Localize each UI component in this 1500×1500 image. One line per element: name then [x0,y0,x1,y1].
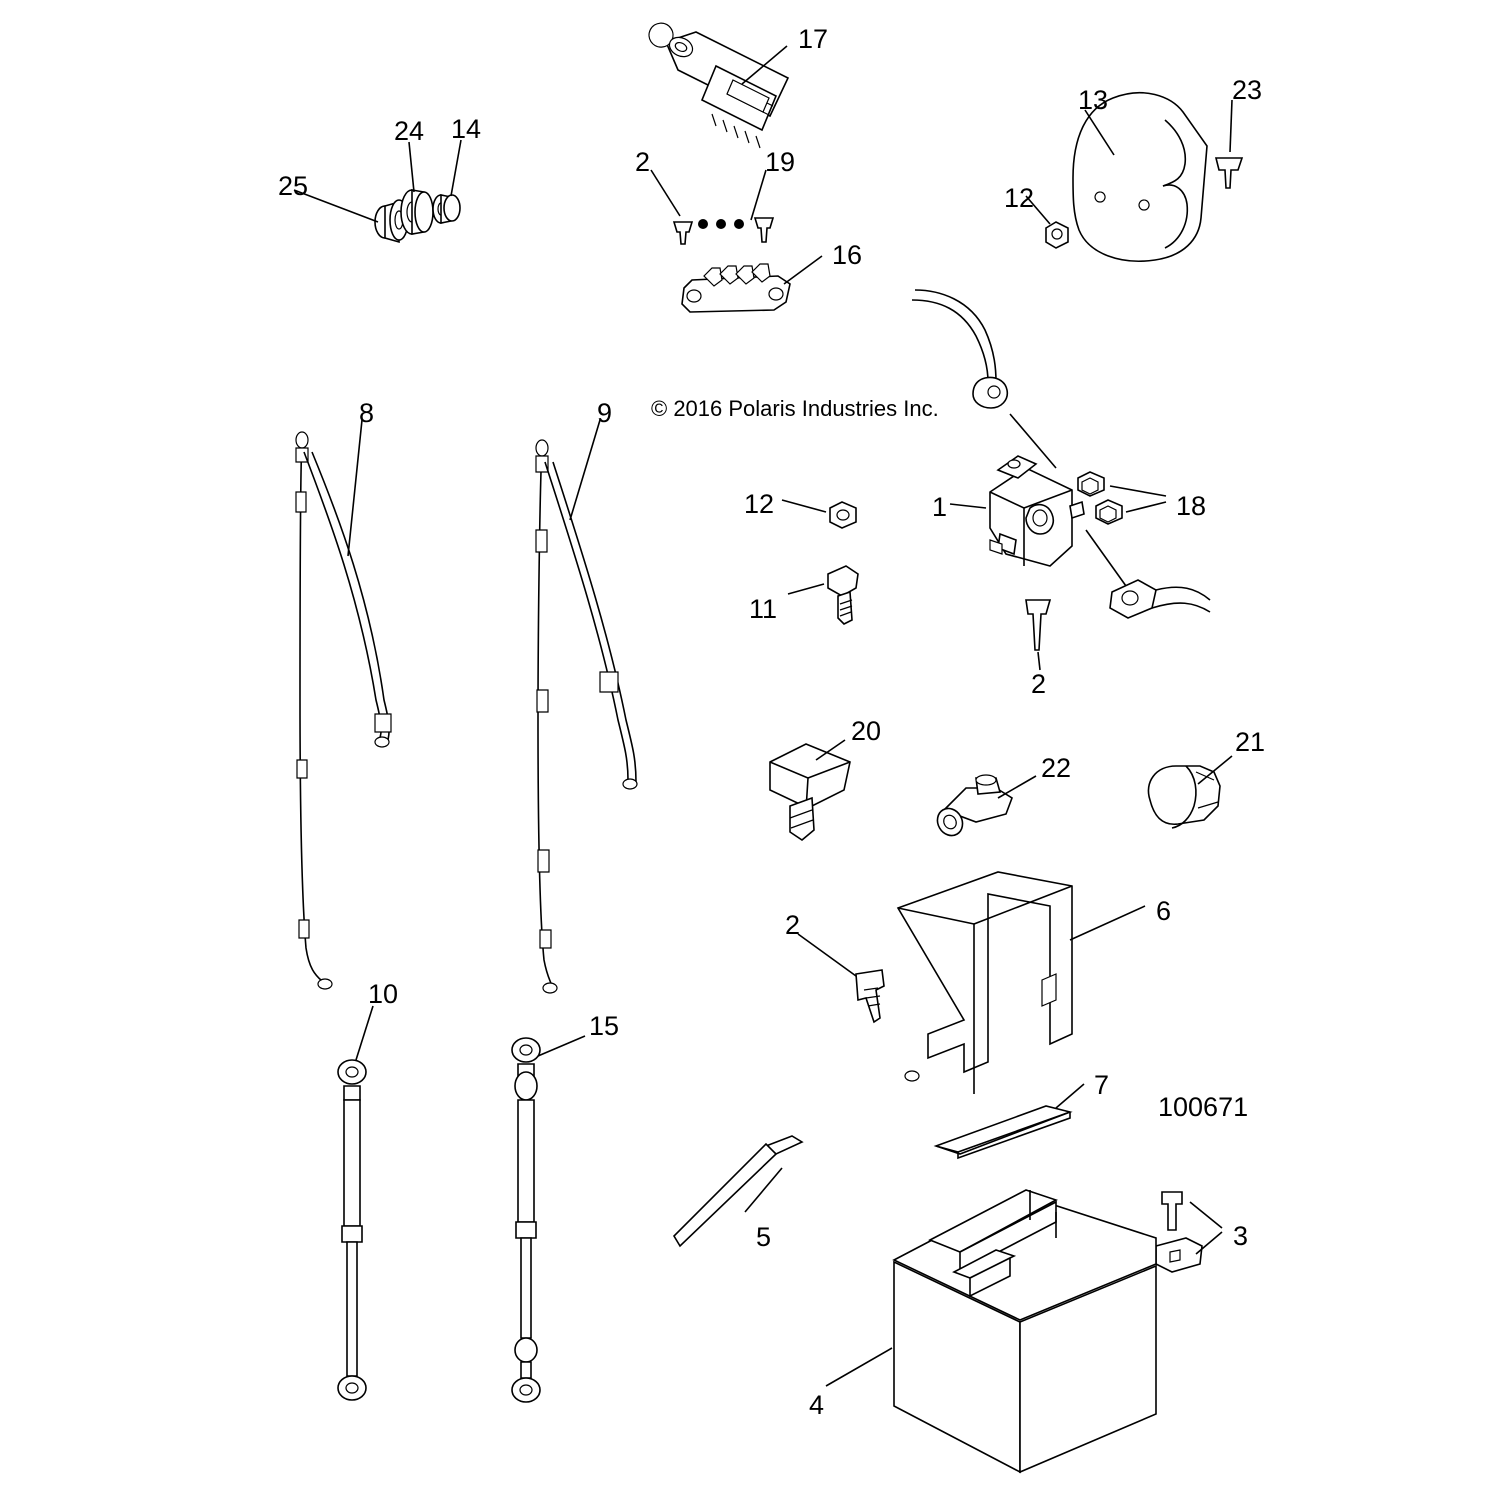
callout-6: 6 [1156,896,1172,926]
callout-2-center: 2 [1031,669,1047,699]
part-2-rivet-lower [798,934,884,1022]
part-number-label: 100671 [1158,1092,1249,1122]
part-battery-cable [912,290,1056,468]
part-7-pad [936,1084,1084,1158]
callout-19: 19 [765,147,796,177]
part-23-screw [1216,100,1242,188]
part-15-strut [512,1036,585,1402]
part-11-bolt [788,566,858,624]
callout-3: 3 [1233,1221,1249,1251]
part-25-24-14-bushings [294,140,461,242]
callout-2-lower: 2 [785,910,801,940]
callout-14: 14 [451,114,482,144]
part-2-rivet-center [1026,600,1050,670]
callout-9: 9 [597,398,613,428]
callout-15: 15 [589,1011,620,1041]
callout-2-top: 2 [635,147,651,177]
callout-1: 1 [932,492,948,522]
part-5-strap [674,1136,802,1246]
callout-20: 20 [851,716,882,746]
callout-18: 18 [1176,491,1207,521]
part-1-solenoid [950,456,1084,566]
part-6-bracket [898,872,1145,1094]
part-4-battery [826,1190,1156,1472]
callout-21: 21 [1235,727,1266,757]
part-16-fuse-block [682,256,822,312]
callout-25: 25 [278,171,309,201]
part-9-cable [536,420,637,993]
part-18-nuts [1078,472,1166,524]
part-cable-end-right [1086,530,1210,618]
callout-16: 16 [832,240,863,270]
callout-11: 11 [749,594,778,624]
callout-7: 7 [1094,1070,1110,1100]
copyright-notice: © 2016 Polaris Industries Inc. [651,396,939,421]
part-17-key [649,23,788,148]
callout-10: 10 [368,979,399,1009]
callout-12-middle: 12 [744,489,775,519]
callout-13: 13 [1078,85,1109,115]
callout-4: 4 [809,1390,825,1420]
part-2-19-rivets [651,170,773,244]
callout-12-upper: 12 [1004,183,1035,213]
callout-24: 24 [394,116,425,146]
part-13-cover [1073,93,1207,261]
callout-22: 22 [1041,753,1072,783]
callout-23: 23 [1232,75,1263,105]
callout-5: 5 [756,1222,772,1252]
part-8-cable [296,420,391,989]
part-22-fitting [933,775,1036,840]
part-12-nut-middle [782,500,856,528]
part-10-strut [338,1006,373,1400]
part-21-boot [1148,756,1232,828]
callout-8: 8 [359,398,375,428]
part-3-bolt-clamp [1156,1192,1222,1272]
part-20-relay [770,740,850,840]
callout-17: 17 [798,24,829,54]
